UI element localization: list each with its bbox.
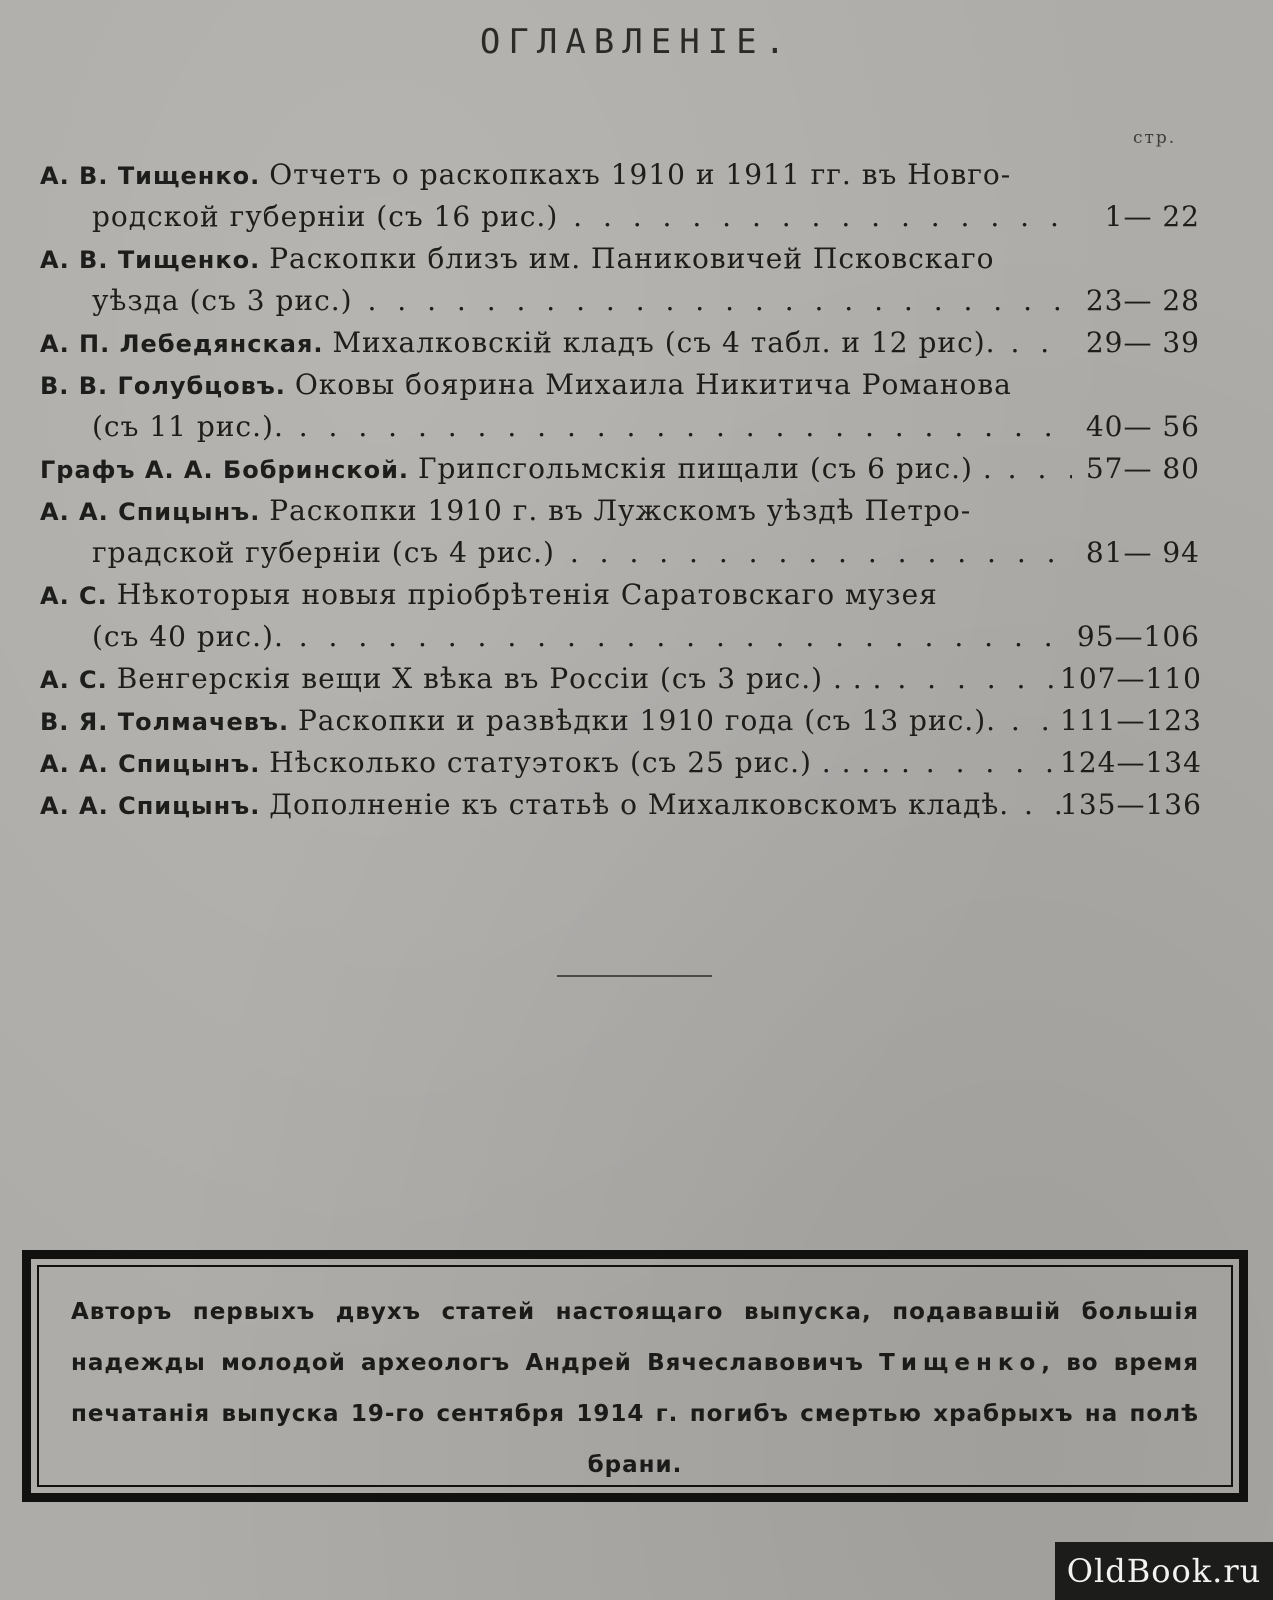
toc-entry-author: А. В. Тищенко. bbox=[40, 246, 261, 274]
toc-entry-title-continued: уѣзда (съ 3 рис.) . . . bbox=[92, 280, 1072, 322]
toc-entry-line bbox=[40, 490, 1240, 532]
toc-entry-line bbox=[40, 322, 1240, 364]
toc-entry-pages: 29— 39 bbox=[1085, 326, 1200, 359]
toc-entry-text bbox=[40, 154, 1072, 197]
toc-entry-title: Нѣкоторыя новыя пріобрѣтенія Саратовскаго музея bbox=[116, 578, 938, 611]
toc-entry-title-continued: (съ 11 рис.). . . . bbox=[92, 406, 1072, 448]
toc-entry-pages: 1— 22 bbox=[1104, 200, 1200, 233]
toc-entry-pages: 124—134 bbox=[1060, 746, 1202, 779]
toc-entry-text bbox=[40, 364, 1072, 407]
toc-entry-line bbox=[40, 280, 1240, 322]
toc-entry bbox=[40, 658, 1240, 700]
toc-entry bbox=[40, 784, 1240, 826]
toc-entry-title-continued: родской губерніи (съ 16 рис.) . . . bbox=[92, 196, 1072, 238]
toc-entry-pages: 135—136 bbox=[1060, 788, 1202, 821]
memorial-note bbox=[71, 1287, 1199, 1491]
toc-entry bbox=[40, 238, 1240, 322]
toc-entry-author: А. А. Спицынъ. bbox=[40, 792, 261, 820]
toc-entry-title: Венгерскія вещи Х вѣка въ Россіи (съ 3 рис.) . . . bbox=[116, 662, 883, 695]
oldbook-watermark-logo: OldBook.ru bbox=[1055, 1542, 1273, 1600]
toc-entry-line bbox=[40, 658, 1240, 700]
toc-entry-author: В. В. Голубцовъ. bbox=[40, 372, 286, 400]
toc-entry-text bbox=[40, 658, 1072, 701]
toc-entry-title-continued: (съ 40 рис.). . . . bbox=[92, 616, 1072, 658]
toc-entry-line bbox=[40, 406, 1240, 448]
toc-entry-pages: 23— 28 bbox=[1085, 284, 1200, 317]
toc-entry-text bbox=[40, 742, 1072, 785]
toc-entry-text bbox=[40, 784, 1072, 827]
toc-entry-line bbox=[40, 742, 1240, 784]
toc-entry bbox=[40, 448, 1240, 490]
memorial-note-frame bbox=[22, 1250, 1248, 1502]
toc-entry bbox=[40, 742, 1240, 784]
toc-entry-author: А. П. Лебедянская. bbox=[40, 330, 324, 358]
toc-entry-line bbox=[40, 532, 1240, 574]
toc-entry-author: А. С. bbox=[40, 582, 108, 610]
toc-entry-title: Нѣсколько статуэтокъ (съ 25 рис.) . . . . . bbox=[269, 746, 911, 779]
toc-entry-author: А. С. bbox=[40, 666, 108, 694]
toc-entry-text bbox=[40, 448, 1072, 491]
toc-entry-text bbox=[40, 700, 1072, 743]
toc-entry-pages: 57— 80 bbox=[1085, 452, 1200, 485]
memorial-note-text-1: Авторъ первыхъ двухъ статей настоящаго выпуска, подававшій большія надежды молодой археологъ Андрей Вячеславовичъ bbox=[71, 1299, 1199, 1376]
toc-entry-line bbox=[40, 238, 1240, 280]
toc-entry-pages: 81— 94 bbox=[1085, 536, 1200, 569]
toc-entry-line bbox=[40, 448, 1240, 490]
toc-entry-title: Раскопки близъ им. Паниковичей Псковскаго bbox=[269, 242, 995, 275]
toc-entry-title: Раскопки 1910 г. въ Лужскомъ уѣздѣ Петро- bbox=[269, 494, 972, 527]
toc-entry-title-continued: градской губерніи (съ 4 рис.) . . . bbox=[92, 532, 1072, 574]
toc-entry-title: Раскопки и развѣдки 1910 года (съ 13 рис.). bbox=[297, 704, 997, 737]
toc-entry-pages: 95—106 bbox=[1076, 620, 1200, 653]
toc-entry-line bbox=[40, 784, 1240, 826]
toc-entry bbox=[40, 154, 1240, 238]
toc-entry bbox=[40, 700, 1240, 742]
toc-entry-title: Михалковскій кладъ (съ 4 табл. и 12 рис). bbox=[332, 326, 996, 359]
pages-column-label: стр. bbox=[1133, 128, 1177, 148]
toc-entry-line bbox=[40, 616, 1240, 658]
toc-entry bbox=[40, 322, 1240, 364]
toc-entry-text bbox=[40, 238, 1072, 281]
toc-entry bbox=[40, 364, 1240, 448]
toc-entry-line bbox=[40, 154, 1240, 196]
toc-entry-line bbox=[40, 196, 1240, 238]
toc-entry-author: А. А. Спицынъ. bbox=[40, 750, 261, 778]
toc-entry-author: В. Я. Толмачевъ. bbox=[40, 708, 290, 736]
page-title: ОГЛАВЛЕНІЕ. bbox=[479, 22, 794, 62]
section-divider bbox=[557, 975, 712, 977]
toc-entry bbox=[40, 490, 1240, 574]
toc-entry bbox=[40, 574, 1240, 658]
toc-entry-pages: 111—123 bbox=[1060, 704, 1202, 737]
toc-entry-title: Оковы боярина Михаила Никитича Романова bbox=[294, 368, 1012, 401]
toc-entry-text bbox=[40, 490, 1072, 533]
toc-entry-title: Дополненіе къ статьѣ о Михалковскомъ кладѣ. bbox=[269, 788, 1010, 821]
toc-entry-author: А. А. Спицынъ. bbox=[40, 498, 261, 526]
toc-entry-author: А. В. Тищенко. bbox=[40, 162, 261, 190]
toc-entry-title: Грипсгольмскія пищали (съ 6 рис.) . bbox=[417, 452, 993, 485]
toc-entry-line bbox=[40, 700, 1240, 742]
toc-entry-text bbox=[40, 322, 1072, 365]
toc-entry-text bbox=[40, 574, 1072, 617]
toc-entry-author: Графъ А. А. Бобринской. bbox=[40, 456, 410, 484]
toc-entry-line bbox=[40, 574, 1240, 616]
toc-entry-title: Отчетъ о раскопкахъ 1910 и 1911 гг. въ Новго- bbox=[269, 158, 1012, 191]
table-of-contents bbox=[40, 154, 1240, 826]
memorial-note-text-2: , во время печатанія выпуска 19-го сентября 1914 г. погибъ смертью храбрыхъ на полѣ брани. bbox=[71, 1350, 1199, 1478]
toc-entry-pages: 107—110 bbox=[1060, 662, 1202, 695]
memorial-note-name: Тищенко bbox=[879, 1350, 1042, 1376]
toc-entry-pages: 40— 56 bbox=[1085, 410, 1200, 443]
toc-entry-line bbox=[40, 364, 1240, 406]
